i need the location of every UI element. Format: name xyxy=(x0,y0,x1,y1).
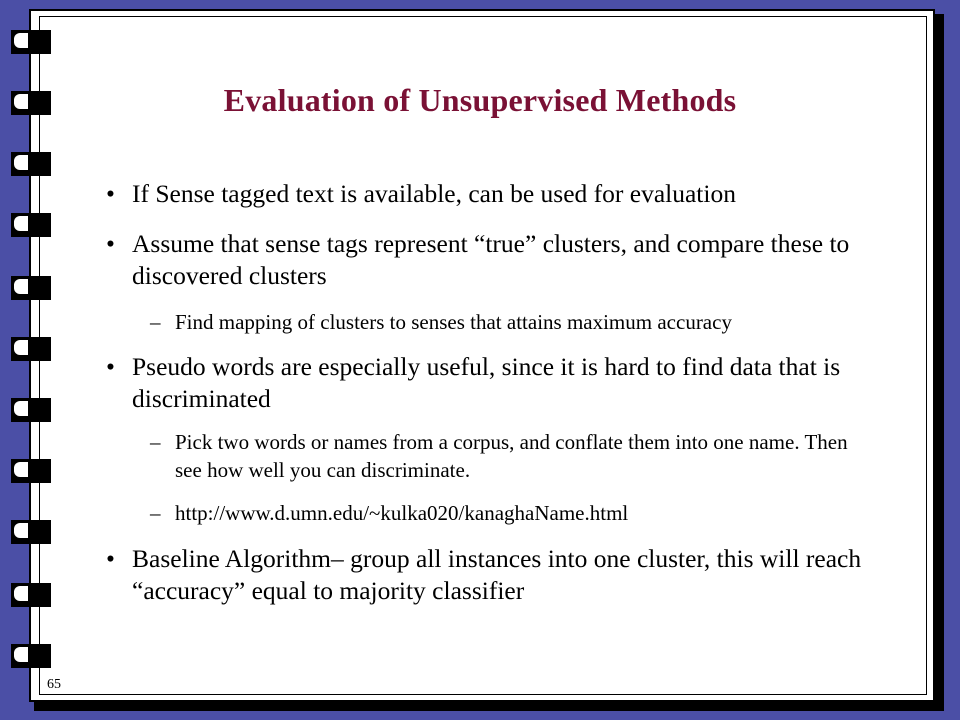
slide-title: Evaluation of Unsupervised Methods xyxy=(223,82,737,118)
binder-ring-icon xyxy=(11,213,51,237)
binder-ring-icon xyxy=(11,459,51,483)
binder-ring-icon xyxy=(11,398,51,422)
binder-ring-icon xyxy=(11,276,51,300)
binder-ring-icon xyxy=(11,30,51,54)
binder-ring-icon xyxy=(11,152,51,176)
sub-bullet-marker: – xyxy=(150,501,161,525)
sub-bullet-text: Pick two words or names from a corpus, and conflate them into one name. Then see how well you can discriminate. xyxy=(175,430,848,482)
binder-ring-icon xyxy=(11,520,51,544)
bullet-marker: • xyxy=(106,544,115,573)
sub-bullet-text: Find mapping of clusters to senses that attains maximum accuracy xyxy=(175,310,732,334)
sub-bullet-marker: – xyxy=(150,310,161,334)
bullet-marker: • xyxy=(106,229,115,258)
bullet-marker: • xyxy=(106,352,115,381)
bullet-text: Baseline Algorithm– group all instances into one cluster, this will reach “accuracy” equal to majority classifier xyxy=(132,544,862,605)
slide-number: 65 xyxy=(47,677,61,692)
binder-ring-icon xyxy=(11,337,51,361)
sub-bullet-marker: – xyxy=(150,430,161,454)
bullet-text: If Sense tagged text is available, can be used for evaluation xyxy=(132,179,736,208)
bullet-text: Pseudo words are especially useful, since it is hard to find data that is discriminated xyxy=(132,352,841,413)
bullet-marker: • xyxy=(106,179,115,208)
binder-ring-icon xyxy=(11,644,51,668)
url-link[interactable]: http://www.d.umn.edu/~kulka020/kanaghaName.html xyxy=(175,501,629,525)
bullet-text: Assume that sense tags represent “true” clusters, and compare these to discovered clusters xyxy=(132,229,850,290)
binder-ring-icon xyxy=(11,583,51,607)
